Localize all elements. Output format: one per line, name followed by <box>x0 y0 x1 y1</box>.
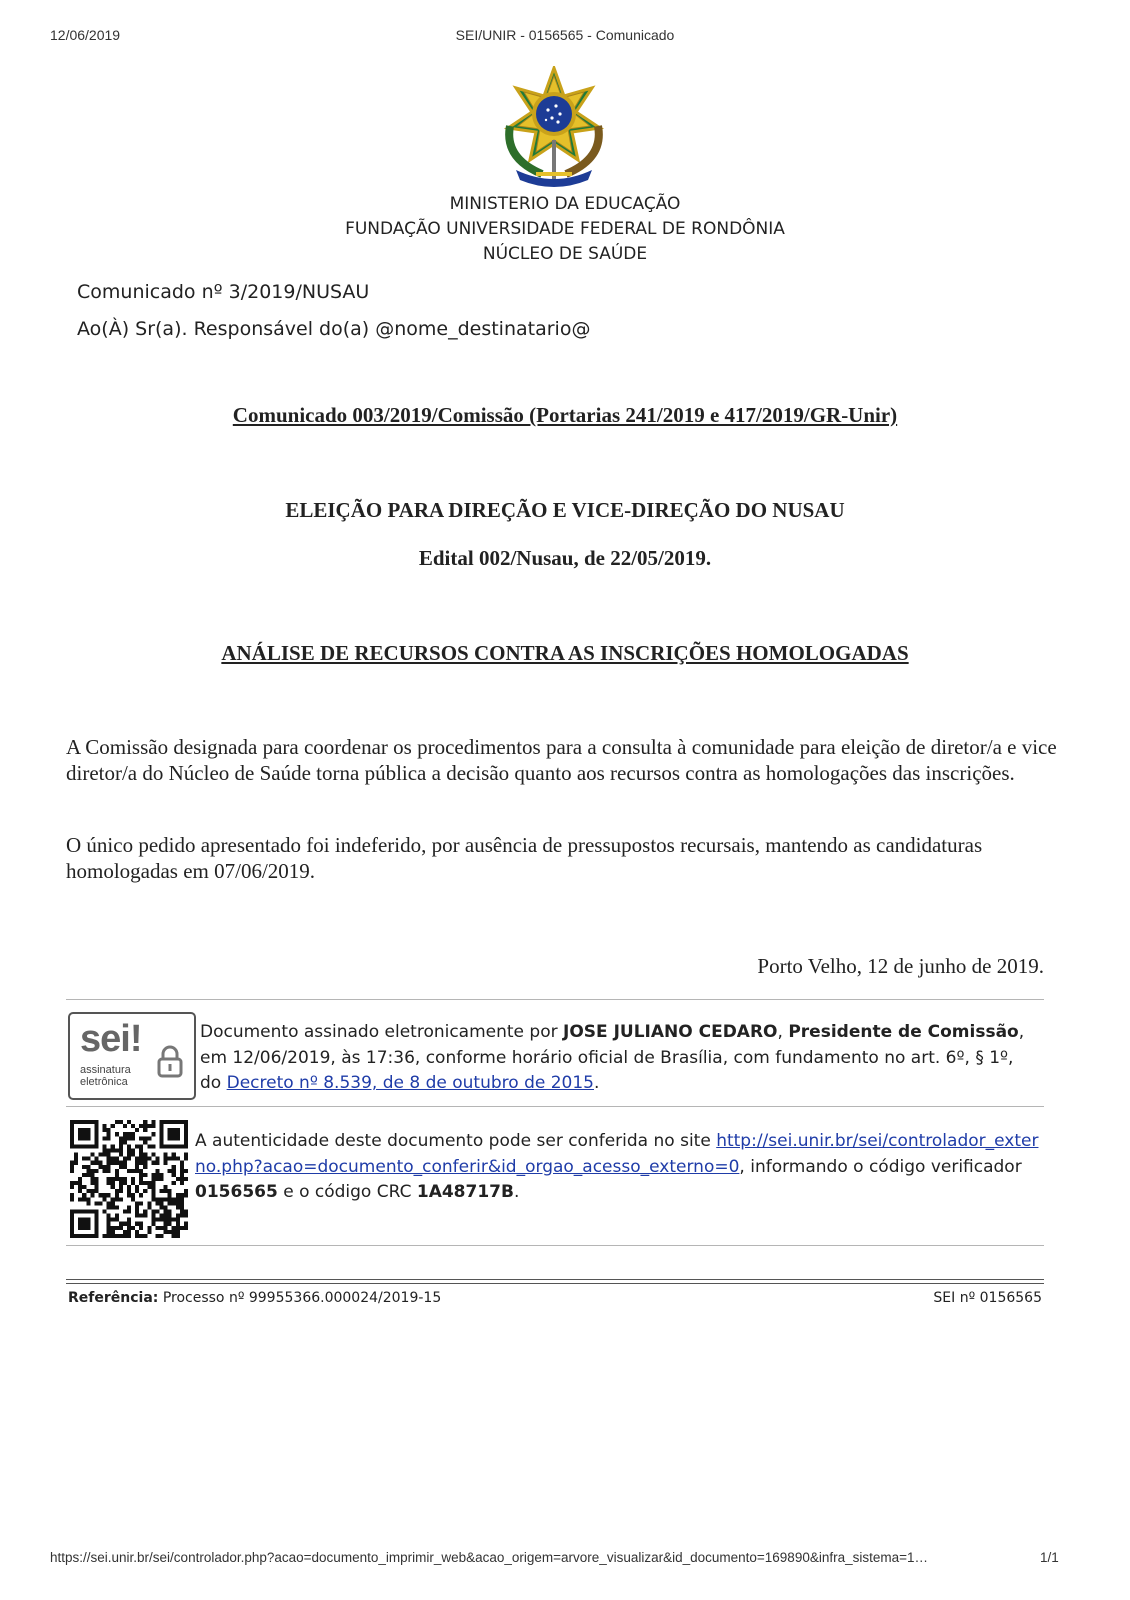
verification-code: 0156565 <box>195 1182 278 1202</box>
reference-label: Referência: <box>68 1290 159 1306</box>
reference-rule-1 <box>66 1279 1044 1280</box>
brazil-coat-of-arms-icon <box>496 66 612 188</box>
divider-bottom <box>66 1245 1044 1246</box>
institution-university: FUNDAÇÃO UNIVERSIDADE FEDERAL DE RONDÔNIA <box>345 219 785 239</box>
crc-code: 1A48717B <box>416 1182 514 1202</box>
sei-signature-seal-icon <box>68 1012 196 1100</box>
reference-rule-2 <box>66 1283 1044 1284</box>
sei-number: SEI nº 0156565 <box>933 1290 1042 1306</box>
comunicado-title: Comunicado 003/2019/Comissão (Portarias 241/2019 e 417/2019/GR-Unir) <box>232 403 898 427</box>
seal-sub-text-2: eletrônica <box>80 1076 128 1088</box>
padlock-icon <box>156 1044 184 1078</box>
place-date: Porto Velho, 12 de junho de 2019. <box>757 954 1044 978</box>
body-paragraph-1: A Comissão designada para coordenar os procedimentos para a consulta à comunidade para eleição de diretor/a e vice diretor/a do Núcleo de Saúde torna pública a decisão quanto aos recursos contra as homologações das inscrições. <box>66 735 1057 785</box>
print-page-number: 1/1 <box>1040 1550 1059 1565</box>
authenticity-statement: A autenticidade deste documento pode ser conferida no site http://sei.unir.br/sei/controlador_externo.php?acao=documento_conferir&id_orgao_acesso_externo=0, informando o código verificador 0156565 e o código CRC 1A48717B. <box>195 1131 1039 1202</box>
edital-title: Edital 002/Nusau, de 22/05/2019. <box>418 546 712 570</box>
signer-name: JOSE JULIANO CEDARO <box>563 1022 778 1042</box>
divider-middle <box>66 1106 1044 1107</box>
print-url: https://sei.unir.br/sei/controlador.php?acao=documento_imprimir_web&acao_origem=arvore_visualizar&id_documento=169890&infra_sistema=1… <box>50 1550 929 1565</box>
election-title: ELEIÇÃO PARA DIREÇÃO E VICE-DIREÇÃO DO NUSAU <box>285 498 845 522</box>
institution-unit: NÚCLEO DE SAÚDE <box>482 244 648 264</box>
print-title: SEI/UNIR - 0156565 - Comunicado <box>455 27 675 43</box>
document-number: Comunicado nº 3/2019/NUSAU <box>77 281 370 303</box>
analysis-title: ANÁLISE DE RECURSOS CONTRA AS INSCRIÇÕES HOMOLOGADAS <box>221 641 909 665</box>
body-paragraph-2: O único pedido apresentado foi indeferido, por ausência de pressupostos recursais, mantendo as candidaturas homologadas em 07/06/2019. <box>66 833 983 883</box>
decree-link[interactable]: Decreto nº 8.539, de 8 de outubro de 2015 <box>226 1073 594 1093</box>
signature-statement: Documento assinado eletronicamente por JOSE JULIANO CEDARO, Presidente de Comissão, em 12/06/2019, às 17:36, conforme horário oficial de Brasília, com fundamento no art. 6º, § 1º, do Decreto nº 8.539, de 8 de outubro de 2015. <box>200 1022 1025 1093</box>
document-recipient: Ao(À) Sr(a). Responsável do(a) @nome_destinatario@ <box>77 318 591 340</box>
divider-top <box>66 999 1044 1000</box>
signer-role: Presidente de Comissão <box>788 1022 1019 1042</box>
seal-sub-text-1: assinatura <box>80 1064 131 1076</box>
qr-code-icon <box>70 1120 188 1238</box>
seal-logo-text: sei! <box>80 1018 142 1060</box>
institution-ministry: MINISTERIO DA EDUCAÇÃO <box>449 194 681 214</box>
print-date: 12/06/2019 <box>50 27 121 43</box>
verification-url-link[interactable]: http://sei.unir.br/sei/controlador_externo.php?acao=documento_conferir&id_orgao_acesso_externo=0 <box>195 1131 1039 1177</box>
reference-process: Referência: Processo nº 99955366.000024/2019-15 <box>68 1290 442 1306</box>
